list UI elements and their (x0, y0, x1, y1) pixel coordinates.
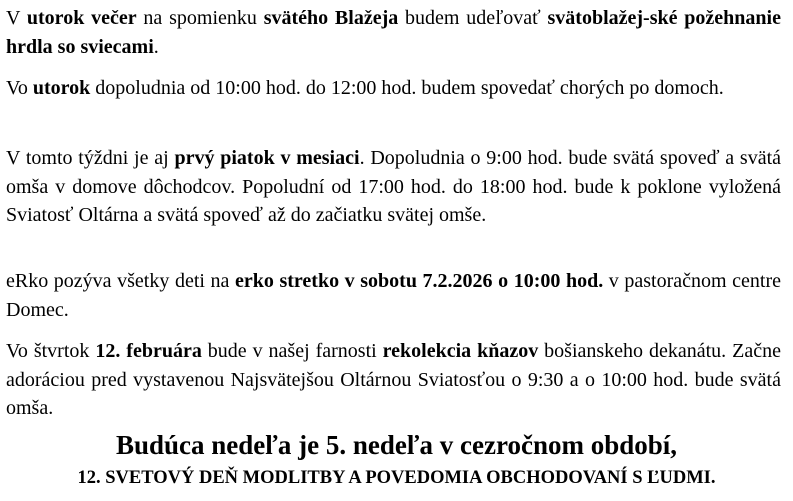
text-segment-bold: prvý piatok v mesiaci (174, 147, 360, 169)
text-segment: budem udeľovať (398, 7, 548, 29)
text-segment-bold: erko stretko v sobotu 7.2.2026 o 10:00 hod. (235, 270, 604, 292)
text-segment-bold: svätoblažej-ské požehnanie hrdla so sviecami (6, 7, 781, 58)
announcement-erko (6, 267, 781, 324)
text-segment: Vo (6, 77, 33, 99)
text-segment-bold: utorok večer (26, 7, 137, 29)
text-segment: bošianskeho dekanátu. Začne adoráciou pred vystavenou Najsvätejšou Oltárnou Sviatosťou o 9:30 a o 10:00 hod. bude svätá omša. (6, 340, 781, 419)
text-segment: Vo štvrtok (6, 340, 96, 362)
text-segment-bold: 12. februára (95, 340, 202, 362)
text-segment: dopoludnia od 10:00 hod. do 12:00 hod. budem spovedať chorých po domoch. (90, 77, 724, 99)
announcement-prvy-piatok (6, 144, 781, 230)
text-segment: V tomto týždni je aj (6, 147, 175, 169)
text-segment-bold: rekolekcia kňazov (382, 340, 539, 362)
text-segment: na spomienku (136, 7, 264, 29)
world-day-subheading: 12. SVETOVÝ DEŇ MODLITBY A POVEDOMIA OBCHODOVANÍ S ĽUDMI. (77, 468, 716, 488)
next-sunday-heading: Budúca nedeľa je 5. nedeľa v cezročnom období, (115, 430, 678, 460)
text-segment: v pastoračnom centre Domec. (6, 270, 781, 321)
announcement-blazej (6, 4, 781, 61)
announcement-rekolekcia (6, 337, 781, 423)
text-segment: bude v našej farnosti (201, 340, 383, 362)
announcement-spoved-chorych (6, 74, 781, 103)
text-segment: . (153, 35, 159, 58)
text-segment-bold: svätého Blažeja (263, 7, 399, 29)
text-segment: eRko pozýva všetky deti na (6, 270, 235, 292)
text-segment-bold: utorok (32, 77, 91, 99)
text-segment: . Dopoludnia o 9:00 hod. bude svätá spoveď a svätá omša v domove dôchodcov. Popoludní od 17:00 hod. do 18:00 hod. bude k poklone vyložená Sviatosť Oltárna a svätá spoveď až do začiatku svätej omše. (6, 147, 782, 226)
text-segment: V (6, 7, 27, 29)
